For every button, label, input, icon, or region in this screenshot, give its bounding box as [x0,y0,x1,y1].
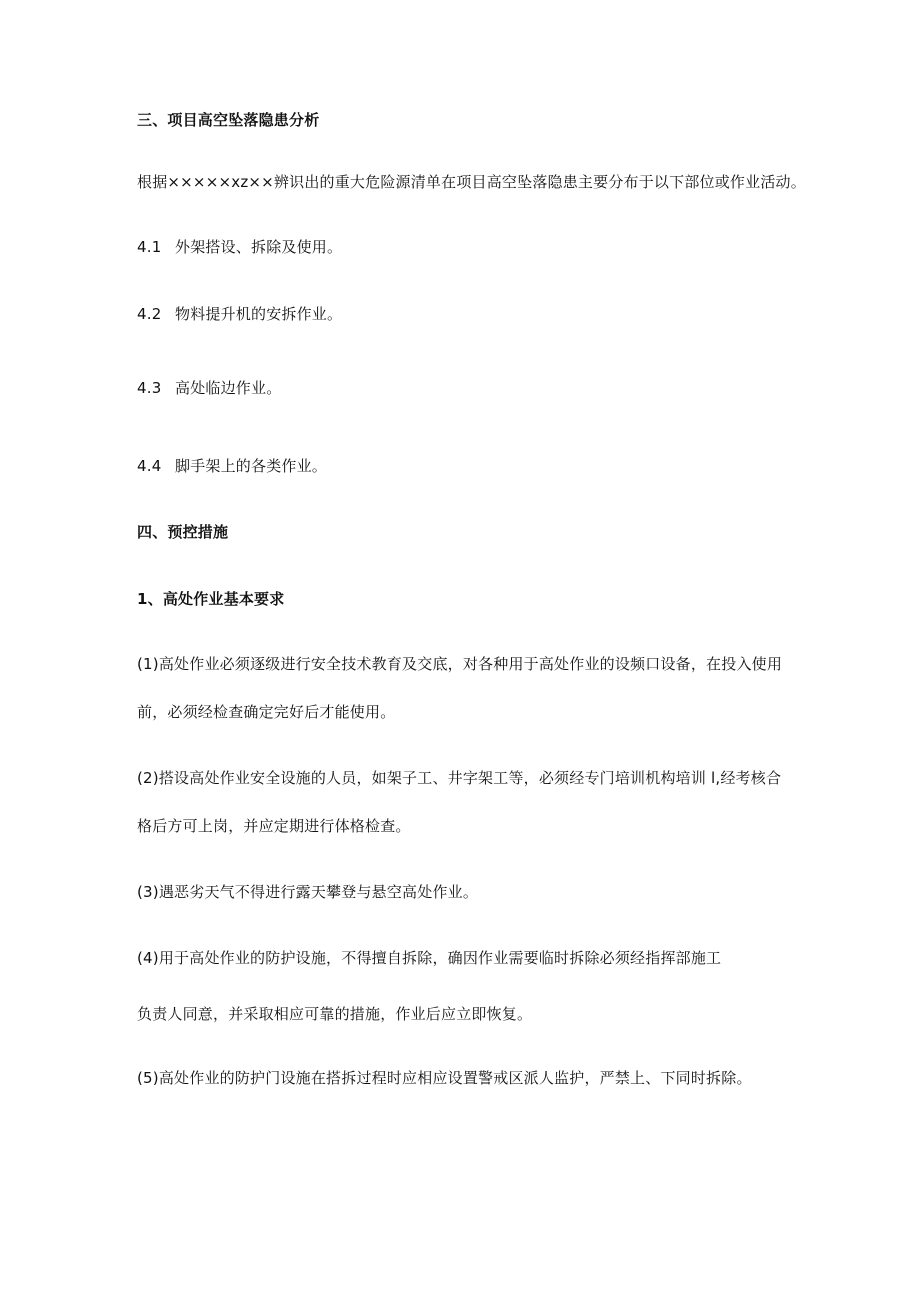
paragraph-3-line-1: (3)遇恶劣天气不得进行露天攀登与悬空高处作业。 [137,883,479,901]
list-item-4-3 [137,378,281,398]
section-4-heading: 四、预控措施 [137,523,229,541]
paragraph-1-line-2: 前，必须经检查确定完好后才能使用。 [137,703,396,721]
list-item-4-1 [137,237,342,257]
paragraph-2-line-1: (2)搭设高处作业安全设施的人员，如架子工、井字架工等，必须经专门培训机构培训 l,经考核合 [137,769,782,787]
list-item-4-4 [137,456,327,476]
list-item-text: 高处临边作业。 [175,379,282,397]
paragraph-4-line-2: 负责人同意，并采取相应可靠的措施，作业后应立即恢复。 [137,1005,533,1023]
list-item-number: 4.1 [137,238,162,256]
paragraph-2-line-2: 格后方可上岗，并应定期进行体格检查。 [137,817,411,835]
section-3-heading: 三、项目高空坠落隐患分析 [137,111,320,129]
list-item-number: 4.2 [137,305,162,323]
paragraph-5-line-1: (5)高处作业的防护门设施在搭拆过程时应相应设置警戒区派人监护，严禁上、下同时拆除。 [137,1069,752,1087]
list-item-text: 脚手架上的各类作业。 [175,457,328,475]
list-item-number: 4.4 [137,457,162,475]
paragraph-1-line-1: (1)高处作业必须逐级进行安全技术教育及交底，对各种用于高处作业的设频口设备，在投入使用 [137,655,783,673]
paragraph-4-line-1: (4)用于高处作业的防护设施，不得擅自拆除，确因作业需要临时拆除必须经指挥部施工 [137,949,722,967]
list-item-4-2 [137,304,342,324]
list-item-text: 外架搭设、拆除及使用。 [175,238,343,256]
list-item-number: 4.3 [137,379,162,397]
section-3-intro: 根据×××××xz××辨识出的重大危险源清单在项目高空坠落隐患主要分布于以下部位或作业活动。 [137,173,806,191]
section-4-subheading: 1、高处作业基本要求 [137,590,285,608]
list-item-text: 物料提升机的安拆作业。 [175,305,343,323]
